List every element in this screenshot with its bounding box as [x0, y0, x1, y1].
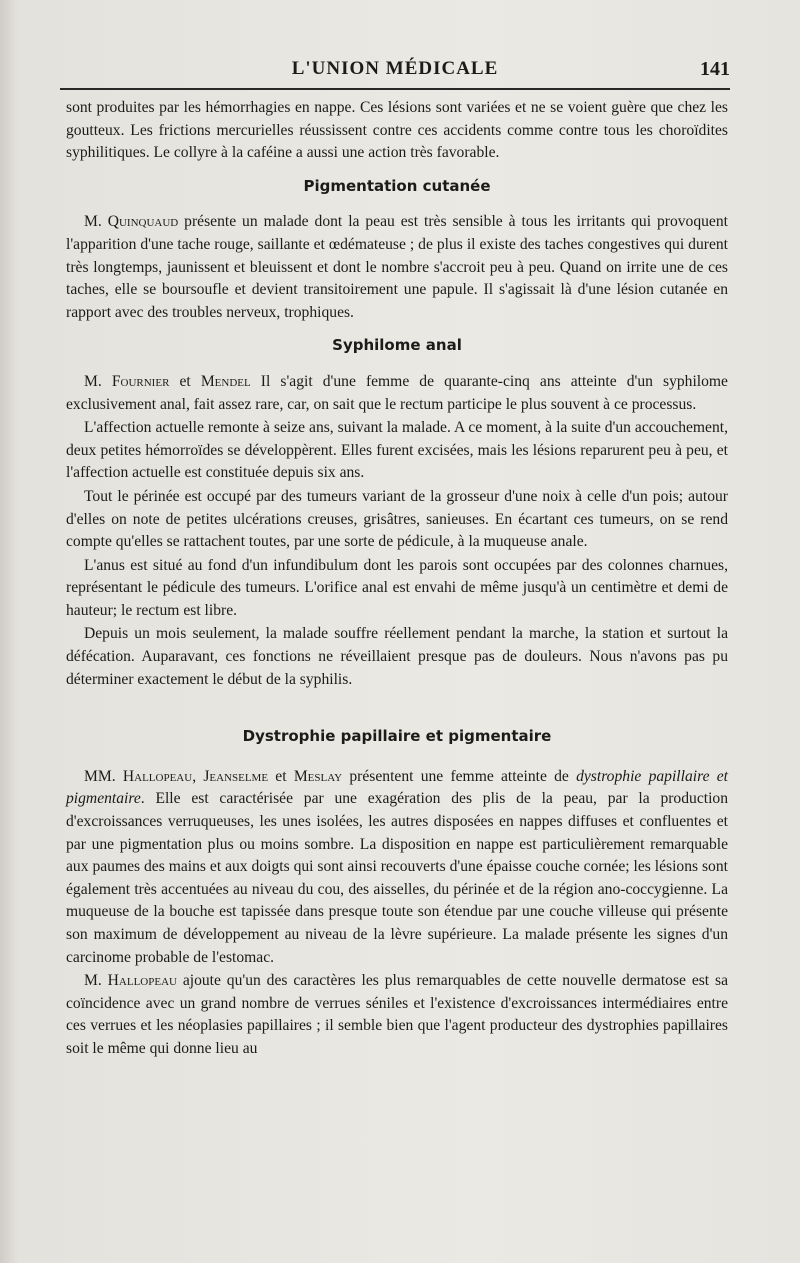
syphilome-paragraph-3: Tout le périnée est occupé par des tumeurs variant de la grosseur d'une noix à celle d'un pois; autour d'elles on note de petites ulcérations creuses, grisâtres, sanieuses. En écartant ces tumeurs, on se rend compte qu'elles se rattachent toutes, par une sorte de pédicule, à la muqueuse anale.	[66, 487, 728, 551]
running-header	[60, 52, 730, 92]
author-name: Fournier	[111, 372, 170, 390]
syphilome-paragraph-5: Depuis un mois seulement, la malade souffre réellement pendant la marche, la station et surtout la défécation. Auparavant, ces fonctions ne réveillaient presque pas de douleurs. Nous n'avons pas pu déterminer exactement le début de la syphilis.	[66, 625, 728, 688]
paragraph-text: ajoute qu'un des caractères les plus remarquables de cette nouvelle dermatose est sa coïncidence avec un grand nombre de verrues séniles et l'existence d'excroissances intermédiaires entre ces verrues et les néoplasies papillaires ; il semble bien que l'agent producteur des dystrophies papillaires soit le même qui donne lieu au	[66, 972, 728, 1057]
intro-paragraph: sont produites par les hémorrhagies en nappe. Ces lésions sont variées et ne se voient guère que chez les goutteux. Les frictions mercurielles réussissent contre ces accidents comme contre tous les choroïdites syphilitiques. Le collyre à la caféine a aussi une action très favorable.	[66, 99, 728, 162]
pigmentation-paragraph	[66, 211, 728, 324]
paragraph-text: . Elle est caractérisée par une exagération des plis de la peau, par la production d'excroissances verruqueuses, les unes isolées, les autres disposées en nappes diffuses et confluentes et par une pigmentation plus ou moins sombre. La disposition en nappe est particulièrement remarquable aux paumes des mains et aux doigts qui sont ainsi recouverts d'une épaisse couche cornée; les lésions sont également très accentuées au niveau du cou, des aisselles, du périnée et de la région ano-coccygienne. La muqueuse de la bouche est tapissée dans presque toute son étendue par une couche villeuse qui présente son maximum de développement au niveau de la lèvre supérieure. La malade présente les signes d'un carcinome probable de l'estomac.	[66, 790, 728, 966]
section-heading-pigmentation: Pigmentation cutanée	[303, 176, 491, 195]
title-prefix: MM.	[84, 767, 123, 785]
author-name: Meslay	[293, 767, 343, 785]
separator: ,	[192, 767, 204, 785]
title-prefix: M.	[84, 372, 112, 390]
author-name: M. Quinquaud	[84, 213, 179, 231]
syphilome-paragraph-2: L'affection actuelle remonte à seize ans, suivant la malade. A ce moment, à la suite d'un accouchement, deux petites hémorroïdes se développèrent. Elles furent excisées, mais les lésions reparurent peu à peu, et l'affection actuelle est constituée depuis six ans.	[66, 419, 728, 482]
paragraph-text: présente un malade dont la peau est très sensible à tous les irritants qui provoquent l'apparition d'une tache rouge, saillante et œdémateuse ; de plus il existe des taches congestives qui durent très longtemps, jaunissent et bleuissent et dont le nombre s'accroit peu à peu. Quand on irrite une de ces taches, elle se boursoufle et devient transitoirement une papule. Il s'agissait là d'une lésion cutanée en rapport avec des troubles nerveux, trophiques.	[66, 213, 728, 321]
conjunction: et	[268, 767, 294, 785]
dystrophie-paragraph-1	[66, 766, 728, 969]
header-rule	[60, 88, 730, 90]
paragraph-text: présentent une femme atteinte de	[342, 767, 577, 785]
dystrophie-paragraph-2	[66, 970, 728, 1060]
journal-title: L'UNION MÉDICALE	[291, 58, 499, 79]
syphilome-paragraph-1	[66, 371, 728, 416]
disease-name: dystrophie papillaire et pigmentaire	[66, 767, 728, 808]
author-name: Mendel	[200, 372, 251, 390]
article-body	[66, 97, 728, 1062]
page-number: 141	[700, 58, 730, 80]
syphilome-paragraph-4: L'anus est situé au fond d'un infundibulum dont les parois sont occupées par des colonnes charnues, représentant le pédicule des tumeurs. L'orifice anal est envahi de même jusqu'à un centimètre et demi de hauteur; le rectum est libre.	[66, 556, 728, 619]
author-name: Hallopeau	[122, 767, 193, 785]
title-prefix: M.	[84, 972, 108, 990]
conjunction: et	[169, 372, 201, 390]
author-name: Hallopeau	[107, 972, 177, 990]
section-heading-dystrophie: Dystrophie papillaire et pigmentaire	[242, 727, 552, 746]
author-name: Jeanselme	[203, 767, 269, 785]
section-heading-syphilome: Syphilome anal	[332, 336, 462, 355]
paragraph-text: Il s'agit d'une femme de quarante-cinq ans atteinte d'un syphilome exclusivement anal, fait assez rare, car, on sait que le rectum participe le plus souvent à ce processus.	[66, 372, 728, 413]
